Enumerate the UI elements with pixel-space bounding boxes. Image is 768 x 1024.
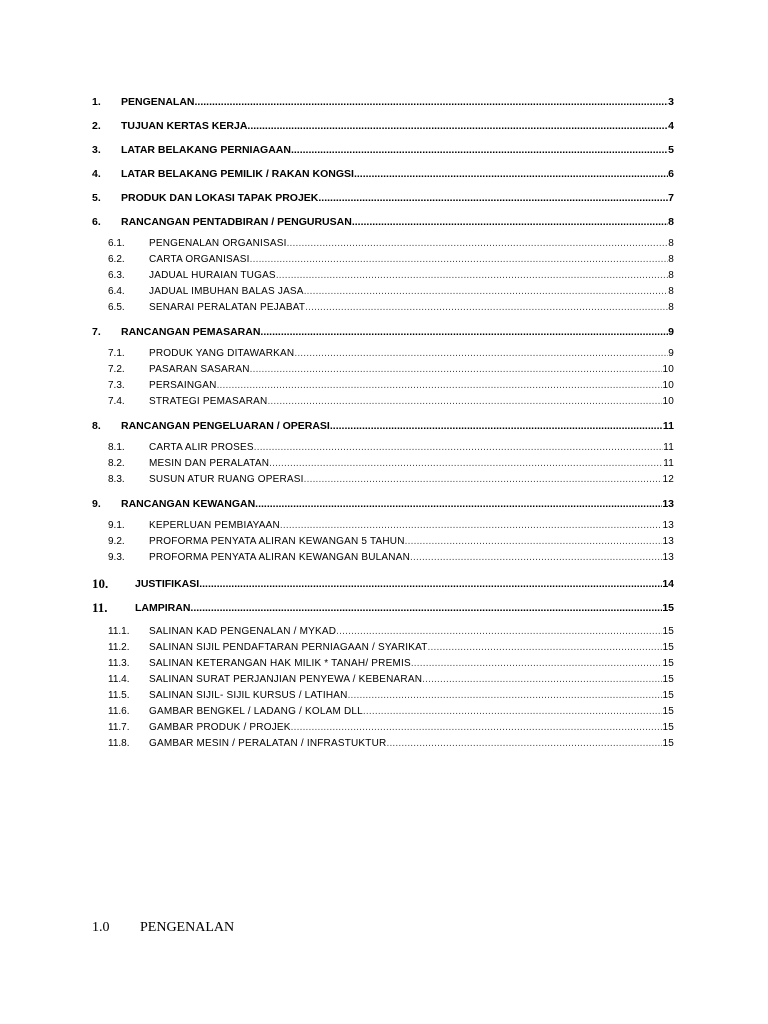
toc-entry-title[interactable]: GAMBAR BENGKEL / LADANG / KOLAM DLL: [149, 706, 363, 717]
dot-leader: [363, 704, 663, 720]
toc-entry-page-number: 8: [668, 216, 674, 228]
toc-entry[interactable]: [0, 418, 768, 434]
toc-entry-title[interactable]: SALINAN SIJIL- SIJIL KURSUS / LATIHAN: [149, 690, 348, 701]
toc-entry-number: 11.2.: [108, 642, 130, 653]
toc-entry-number: 2.: [92, 120, 101, 132]
toc-entry[interactable]: [0, 214, 768, 230]
toc-entry-page-number: 8: [668, 254, 674, 265]
toc-entry-page-number: 6: [668, 168, 674, 180]
toc-entry[interactable]: [0, 190, 768, 206]
toc-entry-page-number: 12: [662, 474, 674, 485]
toc-entry[interactable]: [0, 720, 768, 736]
toc-entry-page-number: 9: [668, 326, 674, 338]
toc-entry[interactable]: [0, 346, 768, 362]
dot-leader: [318, 190, 668, 206]
toc-entry-title[interactable]: JADUAL IMBUHAN BALAS JASA: [149, 286, 304, 297]
toc-entry[interactable]: [0, 324, 768, 340]
toc-entry[interactable]: [0, 118, 768, 134]
toc-entry-number: 11.3.: [108, 658, 130, 669]
toc-entry-number: 4.: [92, 168, 101, 180]
toc-entry-page-number: 15: [662, 642, 674, 653]
toc-entry-page-number: 13: [662, 552, 674, 563]
toc-entry-title[interactable]: SUSUN ATUR RUANG OPERASI: [149, 474, 304, 485]
dot-leader: [304, 284, 669, 300]
toc-entry-page-number: 11: [663, 458, 674, 469]
toc-entry-page-number: 9: [668, 348, 674, 359]
toc-entry-number: 6.1.: [108, 238, 125, 249]
toc-entry-title[interactable]: RANCANGAN PEMASARAN: [121, 326, 261, 338]
toc-entry[interactable]: [0, 640, 768, 656]
toc-entry-title[interactable]: SALINAN KAD PENGENALAN / MYKAD: [149, 626, 337, 637]
toc-entry-number: 6.5.: [108, 302, 125, 313]
toc-entry-line: [149, 704, 674, 720]
toc-entry[interactable]: [0, 736, 768, 752]
toc-entry[interactable]: [0, 394, 768, 410]
toc-entry[interactable]: [0, 704, 768, 720]
toc-entry-page-number: 13: [662, 520, 674, 531]
toc-entry-title[interactable]: GAMBAR MESIN / PERALATAN / INFRASTUKTUR: [149, 738, 387, 749]
toc-entry-title[interactable]: PENGENALAN: [121, 96, 195, 108]
toc-entry[interactable]: [0, 142, 768, 158]
toc-entry-line: [149, 550, 674, 566]
toc-entry-page-number: 14: [662, 578, 674, 590]
toc-entry[interactable]: [0, 378, 768, 394]
toc-entry-line: [149, 672, 674, 688]
toc-entry-number: 11.5.: [108, 690, 130, 701]
toc-entry-line: [121, 214, 674, 230]
toc-entry-page-number: 13: [662, 536, 674, 547]
toc-entry-page-number: 10: [662, 380, 674, 391]
toc-entry-line: [149, 624, 674, 640]
toc-entry-title[interactable]: RANCANGAN PENTADBIRAN / PENGURUSAN: [121, 216, 352, 228]
toc-entry[interactable]: [0, 534, 768, 550]
toc-entry-page-number: 10: [662, 364, 674, 375]
toc-entry-title[interactable]: PENGENALAN ORGANISASI: [149, 238, 287, 249]
toc-entry-title[interactable]: GAMBAR PRODUK / PROJEK: [149, 722, 291, 733]
toc-entry-line: [149, 472, 674, 488]
toc-entry-line: [149, 236, 674, 252]
toc-entry-number: 6.: [92, 216, 101, 228]
toc-entry-number: 8.2.: [108, 458, 125, 469]
toc-entry-title[interactable]: TUJUAN KERTAS KERJA: [121, 120, 248, 132]
dot-leader: [254, 440, 663, 456]
toc-entry-line: [149, 346, 674, 362]
toc-entry-line: [135, 600, 674, 616]
dot-leader: [260, 324, 668, 340]
toc-entry-number: 7.4.: [108, 396, 125, 407]
toc-entry-number: 6.2.: [108, 254, 125, 265]
toc-entry-title[interactable]: STRATEGI PEMASARAN: [149, 396, 268, 407]
toc-entry-title[interactable]: LATAR BELAKANG PERNIAGAAN: [121, 144, 291, 156]
toc-entry-line: [149, 656, 674, 672]
toc-entry[interactable]: [0, 94, 768, 110]
toc-entry[interactable]: [0, 688, 768, 704]
toc-entry-line: [149, 518, 674, 534]
dot-leader: [330, 418, 663, 434]
dot-leader: [411, 656, 663, 672]
toc-entry-title[interactable]: PERSAINGAN: [149, 380, 217, 391]
toc-entry-number: 9.3.: [108, 552, 125, 563]
toc-entry[interactable]: [0, 472, 768, 488]
toc-entry-line: [149, 378, 674, 394]
toc-entry[interactable]: [0, 456, 768, 472]
toc-entry-title[interactable]: RANCANGAN KEWANGAN: [121, 498, 256, 510]
toc-entry-page-number: 8: [668, 270, 674, 281]
toc-entry-title[interactable]: PROFORMA PENYATA ALIRAN KEWANGAN BULANAN: [149, 552, 411, 563]
dot-leader: [291, 720, 663, 736]
toc-entry-page-number: 15: [662, 602, 674, 614]
dot-leader: [291, 142, 668, 158]
dot-leader: [255, 496, 662, 512]
toc-entry-line: [121, 418, 674, 434]
toc-entry-line: [149, 362, 674, 378]
toc-entry-title[interactable]: PRODUK DAN LOKASI TAPAK PROJEK: [121, 192, 319, 204]
dot-leader: [247, 118, 668, 134]
toc-entry-title[interactable]: PROFORMA PENYATA ALIRAN KEWANGAN 5 TAHUN: [149, 536, 405, 547]
toc-entry-page-number: 15: [662, 706, 674, 717]
dot-leader: [195, 94, 669, 110]
toc-entry-number: 7.2.: [108, 364, 125, 375]
toc-entry-page-number: 8: [668, 286, 674, 297]
toc-entry-title[interactable]: PASARAN SASARAN: [149, 364, 250, 375]
toc-entry-line: [135, 576, 674, 592]
toc-entry[interactable]: [0, 624, 768, 640]
dot-leader: [336, 624, 662, 640]
toc-entry-title[interactable]: LATAR BELAKANG PEMILIK / RAKAN KONGSI: [121, 168, 354, 180]
toc-entry-number: 7.1.: [108, 348, 125, 359]
dot-leader: [410, 550, 662, 566]
toc-entry-line: [149, 284, 674, 300]
toc-entry-page-number: 13: [662, 498, 674, 510]
toc-entry[interactable]: [0, 672, 768, 688]
toc-entry-title[interactable]: KEPERLUAN PEMBIAYAAN: [149, 520, 280, 531]
dot-leader: [405, 534, 663, 550]
toc-entry-line: [149, 300, 674, 316]
toc-entry[interactable]: [0, 362, 768, 378]
toc-entry-page-number: 11: [663, 442, 674, 453]
toc-entry-line: [121, 496, 674, 512]
toc-entry-line: [149, 736, 674, 752]
toc-entry-page-number: 7: [668, 192, 674, 204]
toc-entry-line: [121, 118, 674, 134]
toc-entry[interactable]: [0, 166, 768, 182]
toc-entry-page-number: 15: [662, 690, 674, 701]
toc-entry-number: 8.1.: [108, 442, 125, 453]
toc-entry-line: [149, 252, 674, 268]
toc-entry-title[interactable]: SALINAN KETERANGAN HAK MILIK * TANAH/ PREMIS: [149, 658, 411, 669]
toc-entry-number: 6.4.: [108, 286, 125, 297]
toc-entry-title[interactable]: MESIN DAN PERALATAN: [149, 458, 270, 469]
dot-leader: [199, 576, 662, 592]
toc-entry-line: [121, 166, 674, 182]
toc-entry-title[interactable]: CARTA ALIR PROSES: [149, 442, 254, 453]
toc-entry-page-number: 10: [662, 396, 674, 407]
toc-entry[interactable]: [0, 656, 768, 672]
toc-entry-number: 9.1.: [108, 520, 125, 531]
toc-entry-number: 11.: [92, 600, 108, 615]
toc-entry-page-number: 5: [668, 144, 674, 156]
toc-entry-number: 3.: [92, 144, 101, 156]
toc-entry-line: [121, 324, 674, 340]
toc-entry-number: 11.4.: [108, 674, 130, 685]
toc-entry-number: 9.2.: [108, 536, 125, 547]
toc-entry-line: [149, 456, 674, 472]
section-heading: [92, 918, 234, 938]
toc-entry[interactable]: [0, 284, 768, 300]
toc-entry-page-number: 8: [668, 238, 674, 249]
dot-leader: [354, 166, 668, 182]
toc-entry[interactable]: [0, 236, 768, 252]
toc-entry-number: 7.3.: [108, 380, 125, 391]
toc-entry-number: 10.: [92, 576, 109, 591]
toc-entry-number: 11.1.: [108, 626, 130, 637]
toc-entry-page-number: 15: [662, 722, 674, 733]
toc-entry[interactable]: [0, 576, 768, 592]
toc-entry-line: [149, 268, 674, 284]
toc-entry-page-number: 15: [662, 674, 674, 685]
toc-entry-page-number: 8: [668, 302, 674, 313]
dot-leader: [276, 268, 668, 284]
toc-entry-number: 11.7.: [108, 722, 130, 733]
toc-entry-line: [121, 142, 674, 158]
toc-entry-line: [149, 534, 674, 550]
dot-leader: [250, 252, 669, 268]
toc-entry-title[interactable]: CARTA ORGANISASI: [149, 254, 250, 265]
toc-entry[interactable]: [0, 518, 768, 534]
dot-leader: [304, 472, 663, 488]
dot-leader: [386, 736, 662, 752]
toc-entry-number: 9.: [92, 498, 101, 510]
section-heading-title: PENGENALAN: [140, 920, 235, 935]
toc-entry-line: [149, 640, 674, 656]
toc-entry-number: 11.6.: [108, 706, 130, 717]
toc-entry[interactable]: [0, 600, 768, 616]
dot-leader: [294, 346, 668, 362]
toc-entry-number: 8.: [92, 420, 101, 432]
dot-leader: [352, 214, 668, 230]
toc-entry-page-number: 3: [668, 96, 674, 108]
dot-leader: [217, 378, 663, 394]
toc-entry-title[interactable]: SENARAI PERALATAN PEJABAT: [149, 302, 306, 313]
toc-entry-number: 8.3.: [108, 474, 125, 485]
dot-leader: [428, 640, 663, 656]
toc-entry-page-number: 15: [662, 658, 674, 669]
toc-entry[interactable]: [0, 268, 768, 284]
toc-entry-title[interactable]: JADUAL HURAIAN TUGAS: [149, 270, 276, 281]
section-heading-number: 1.0: [92, 920, 110, 935]
toc-entry[interactable]: [0, 440, 768, 456]
dot-leader: [267, 394, 662, 410]
dot-leader: [305, 300, 668, 316]
toc-entry-line: [149, 688, 674, 704]
dot-leader: [287, 236, 669, 252]
dot-leader: [269, 456, 663, 472]
toc-entry-title[interactable]: SALINAN SIJIL PENDAFTARAN PERNIAGAAN / SYARIKAT: [149, 642, 428, 653]
toc-entry-line: [149, 440, 674, 456]
toc-entry-number: 11.8.: [108, 738, 130, 749]
toc-entry-page-number: 15: [662, 626, 674, 637]
toc-entry-number: 7.: [92, 326, 101, 338]
toc-entry-title[interactable]: JUSTIFIKASI: [135, 578, 200, 590]
toc-entry-title[interactable]: PRODUK YANG DITAWARKAN: [149, 348, 295, 359]
toc-entry-line: [121, 190, 674, 206]
dot-leader: [348, 688, 663, 704]
toc-entry-page-number: 11: [662, 420, 674, 432]
dot-leader: [280, 518, 663, 534]
toc-entry[interactable]: [0, 550, 768, 566]
toc-entry-line: [121, 94, 674, 110]
toc-entry-number: 1.: [92, 96, 101, 108]
toc-entry-title[interactable]: LAMPIRAN: [135, 602, 191, 614]
toc-entry-title[interactable]: SALINAN SURAT PERJANJIAN PENYEWA / KEBENARAN: [149, 674, 423, 685]
toc-entry[interactable]: [0, 252, 768, 268]
dot-leader: [190, 600, 662, 616]
toc-entry-line: [149, 394, 674, 410]
toc-entry-title[interactable]: RANCANGAN PENGELUARAN / OPERASI: [121, 420, 330, 432]
toc-entry-line: [149, 720, 674, 736]
toc-entry-number: 6.3.: [108, 270, 125, 281]
toc-entry-page-number: 15: [662, 738, 674, 749]
dot-leader: [250, 362, 663, 378]
toc-entry-page-number: 4: [668, 120, 674, 132]
toc-entry[interactable]: [0, 496, 768, 512]
toc-entry[interactable]: [0, 300, 768, 316]
toc-entry-number: 5.: [92, 192, 101, 204]
dot-leader: [422, 672, 662, 688]
